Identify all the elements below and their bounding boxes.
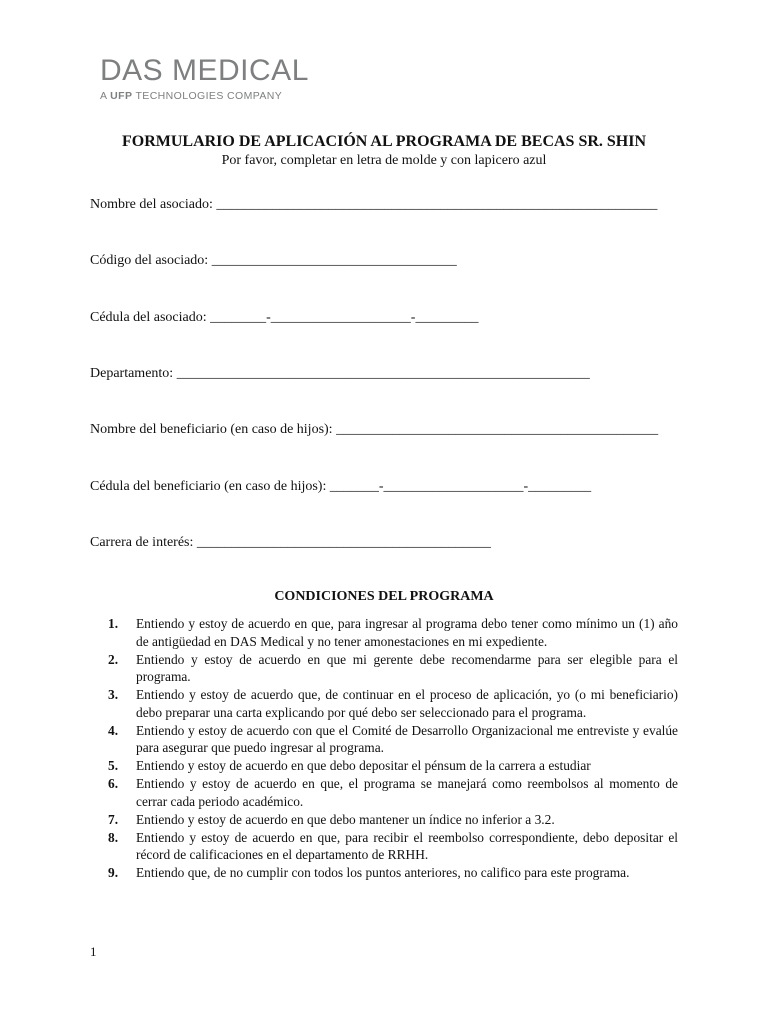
field-blank-line[interactable]: _______-____________________-_________ xyxy=(329,479,592,494)
page-number: 1 xyxy=(90,944,97,959)
logo-tagline xyxy=(100,90,300,102)
field-nombre-beneficiario xyxy=(90,422,658,438)
condition-number: 7. xyxy=(108,811,119,827)
field-label: Carrera de interés: xyxy=(90,535,194,550)
condition-text: Entiendo y estoy de acuerdo que, de continuar en el proceso de aplicación, yo (o mi beneficiario) debo preparar una carta explicando por qué debo ser seleccionado para el programa. xyxy=(136,687,678,720)
field-blank-line[interactable]: _______________________________________________________________ xyxy=(216,197,658,212)
condition-number: 1. xyxy=(108,616,119,631)
logo-tagline-brand: UFP xyxy=(110,90,133,102)
condition-text: Entiendo y estoy de acuerdo con que el Comité de Desarrollo Organizacional me entreviste y evalúe para asegurar que puedo ingresar al programa. xyxy=(136,722,678,755)
field-label: Código del asociado: xyxy=(90,253,209,268)
condition-item xyxy=(108,651,678,686)
condition-number: 5. xyxy=(108,758,119,773)
form-subtitle: Por favor, completar en letra de molde y con lapicero azul xyxy=(221,153,547,168)
logo-wordmark: DAS MEDICAL xyxy=(100,54,309,87)
condition-number: 8. xyxy=(108,829,119,845)
condition-item xyxy=(108,775,678,810)
condition-item xyxy=(108,757,678,775)
condition-number: 3. xyxy=(108,687,119,702)
field-blank-line[interactable]: ______________________________________________ xyxy=(336,422,659,437)
condition-text: Entiendo y estoy de acuerdo en que, para recibir el reembolso correspondiente, debo depositar el récord de calificaciones en el departamento de RRHH. xyxy=(136,829,678,862)
condition-item xyxy=(108,829,678,864)
field-departamento xyxy=(90,366,590,382)
conditions-title: CONDICIONES DEL PROGRAMA xyxy=(274,589,494,604)
condition-item xyxy=(108,811,678,829)
form-title: FORMULARIO DE APLICACIÓN AL PROGRAMA DE BECAS SR. SHIN xyxy=(121,133,647,150)
logo-tagline-prefix: A xyxy=(100,90,111,102)
field-blank-line[interactable]: __________________________________________ xyxy=(196,535,491,550)
field-label: Departamento: xyxy=(90,366,174,381)
condition-text: Entiendo que, de no cumplir con todos los puntos anteriores, no califico para este programa. xyxy=(136,865,630,880)
condition-number: 6. xyxy=(108,776,119,791)
company-logo xyxy=(100,54,309,102)
condition-item xyxy=(108,686,678,721)
condition-text: Entiendo y estoy de acuerdo en que debo depositar el pénsum de la carrera a estudiar xyxy=(136,758,591,773)
field-label: Cédula del asociado: xyxy=(90,310,207,325)
condition-text: Entiendo y estoy de acuerdo en que, para ingresar al programa debo tener como mínimo un (1) año de antigüedad en DAS Medical y no tener amonestaciones en mi expediente. xyxy=(136,616,678,649)
field-label: Cédula del beneficiario (en caso de hijos): xyxy=(90,479,327,494)
field-blank-line[interactable]: ___________________________________________________________ xyxy=(176,366,590,381)
field-label: Nombre del beneficiario (en caso de hijos): xyxy=(90,422,333,437)
field-cedula-beneficiario xyxy=(90,479,591,495)
field-codigo-asociado xyxy=(90,253,457,269)
field-label: Nombre del asociado: xyxy=(90,197,213,212)
conditions-list xyxy=(108,615,678,882)
condition-text: Entiendo y estoy de acuerdo en que debo mantener un índice no inferior a 3.2. xyxy=(136,811,555,827)
condition-number: 9. xyxy=(108,865,119,880)
field-blank-line[interactable]: ___________________________________ xyxy=(211,253,457,268)
condition-item xyxy=(108,615,678,650)
field-blank-line[interactable]: ________-____________________-_________ xyxy=(210,310,479,325)
condition-text: Entiendo y estoy de acuerdo en que mi gerente debe recomendarme para ser elegible para el programa. xyxy=(136,651,678,684)
condition-text: Entiendo y estoy de acuerdo en que, el programa se manejará como reembolsos al momento de cerrar cada periodo académico. xyxy=(136,776,678,809)
condition-number: 2. xyxy=(108,651,119,667)
logo-tagline-suffix: TECHNOLOGIES COMPANY xyxy=(132,90,283,102)
field-carrera-interes xyxy=(90,535,491,551)
condition-item xyxy=(108,722,678,757)
condition-number: 4. xyxy=(108,722,119,738)
condition-item xyxy=(108,864,678,882)
field-cedula-asociado xyxy=(90,310,478,326)
field-nombre-asociado xyxy=(90,197,657,213)
